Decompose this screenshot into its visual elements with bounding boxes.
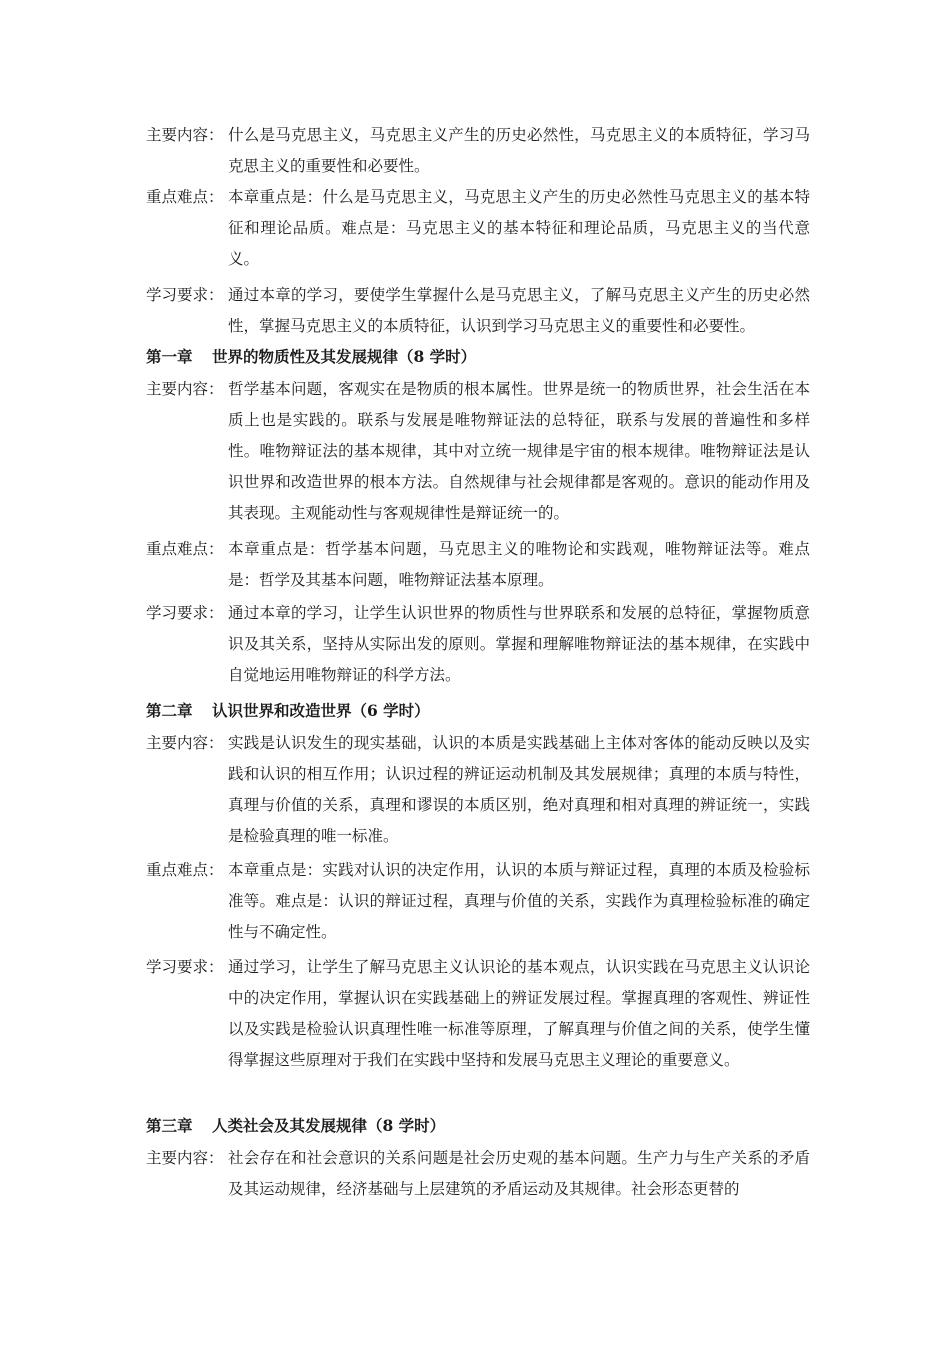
intro-content-paragraph [146, 120, 810, 182]
chapter-title: 世界的物质性及其发展规律（8 学时） [212, 347, 477, 366]
key-label: 重点难点： [146, 188, 224, 206]
ch2-key-paragraph [146, 855, 810, 948]
key-text: 本章重点是：什么是马克思主义，马克思主义产生的历史必然性马克思主义的基本特征和理论品质。难点是：马克思主义的基本特征和理论品质，马克思主义的当代意义。 [228, 188, 810, 268]
chapter-2-heading [146, 695, 430, 726]
ch3-content-paragraph [146, 1143, 810, 1205]
req-label: 学习要求： [146, 286, 224, 304]
content-label: 主要内容： [146, 126, 224, 144]
req-label: 学习要求： [146, 958, 224, 976]
chapter-number: 第一章 [146, 347, 193, 366]
ch1-key-paragraph [146, 534, 810, 596]
content-text: 社会存在和社会意识的关系问题是社会历史观的基本问题。生产力与生产关系的矛盾及其运动规律，经济基础与上层建筑的矛盾运动及其规律。社会形态更替的 [228, 1149, 810, 1198]
intro-key-paragraph [146, 182, 810, 275]
ch2-req-paragraph [146, 952, 810, 1076]
content-text: 什么是马克思主义，马克思主义产生的历史必然性，马克思主义的本质特征，学习马克思主义的重要性和必要性。 [228, 126, 810, 175]
content-label: 主要内容： [146, 734, 224, 752]
content-label: 主要内容： [146, 380, 224, 398]
key-label: 重点难点： [146, 540, 224, 558]
key-text: 本章重点是：实践对认识的决定作用，认识的本质与辩证过程，真理的本质及检验标准等。难点是：认识的辩证过程，真理与价值的关系，实践作为真理检验标准的确定性与不确定性。 [228, 861, 810, 941]
content-text: 实践是认识发生的现实基础，认识的本质是实践基础上主体对客体的能动反映以及实践和认识的相互作用；认识过程的辨证运动机制及其发展规律；真理的本质与特性，真理与价值的关系，真理和谬误的本质区别，绝对真理和相对真理的辨证统一，实践是检验真理的唯一标准。 [228, 734, 810, 845]
req-text: 通过本章的学习，让学生认识世界的物质性与世界联系和发展的总特征，掌握物质意识及其关系，坚持从实际出发的原则。掌握和理解唯物辩证法的基本规律，在实践中自觉地运用唯物辩证的科学方法。 [228, 604, 810, 684]
chapter-1-heading [146, 341, 476, 372]
content-text: 哲学基本问题，客观实在是物质的根本属性。世界是统一的物质世界，社会生活在本质上也是实践的。联系与发展是唯物辩证法的总特征，联系与发展的普遍性和多样性。唯物辩证法的基本规律，其中对立统一规律是宇宙的根本规律。唯物辩证法是认识世界和改造世界的根本方法。自然规律与社会规律都是客观的。意识的能动作用及其表现。主观能动性与客观规律性是辩证统一的。 [228, 380, 810, 522]
chapter-number: 第三章 [146, 1116, 193, 1135]
ch1-content-paragraph [146, 374, 810, 529]
req-label: 学习要求： [146, 604, 224, 622]
chapter-number: 第二章 [146, 701, 193, 720]
content-label: 主要内容： [146, 1149, 224, 1167]
req-text: 通过学习，让学生了解马克思主义认识论的基本观点，认识实践在马克思主义认识论中的决定作用，掌握认识在实践基础上的辨证发展过程。掌握真理的客观性、辨证性以及实践是检验认识真理性唯一标准等原理，了解真理与价值之间的关系，使学生懂得掌握这些原理对于我们在实践中坚持和发展马克思主义理论的重要意义。 [228, 958, 810, 1069]
ch1-req-paragraph [146, 598, 810, 691]
ch2-content-paragraph [146, 728, 810, 852]
chapter-title: 人类社会及其发展规律（8 学时） [212, 1116, 446, 1135]
chapter-title: 认识世界和改造世界（6 学时） [212, 701, 430, 720]
chapter-3-heading [146, 1110, 445, 1141]
key-label: 重点难点： [146, 861, 224, 879]
intro-req-paragraph [146, 280, 810, 342]
key-text: 本章重点是：哲学基本问题，马克思主义的唯物论和实践观，唯物辩证法等。难点是：哲学及其基本问题，唯物辩证法基本原理。 [228, 540, 810, 589]
req-text: 通过本章的学习，要使学生掌握什么是马克思主义，了解马克思主义产生的历史必然性，掌握马克思主义的本质特征，认识到学习马克思主义的重要性和必要性。 [228, 286, 810, 335]
